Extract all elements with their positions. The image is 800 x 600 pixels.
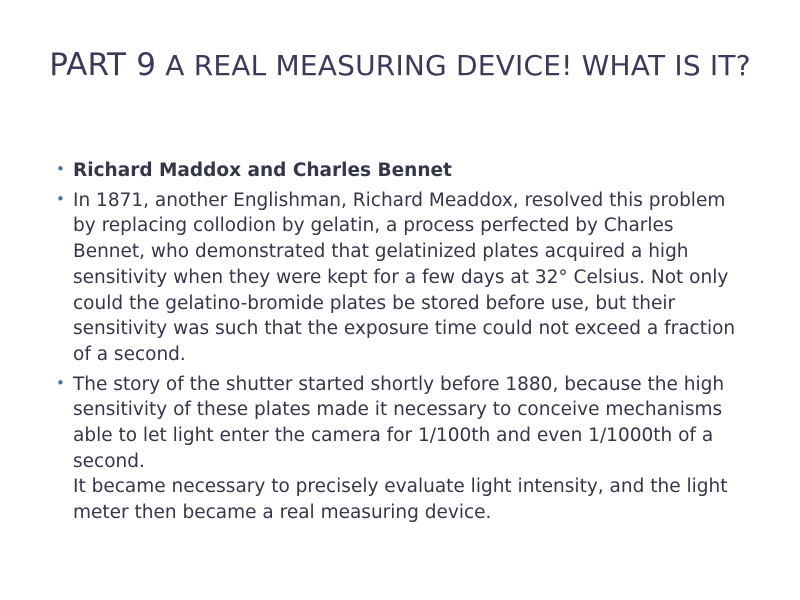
bullet-text: In 1871, another Englishman, Richard Meaddox, resolved this problem by replacing collodion by gelatin, a process perfected by Charles Bennet, who demonstrated that gelatinized plates acquired a high sensitivity when they were kept for a few days at 32° Celsius. Not only could the gelatino-bromide plates be stored before use, but their sensitivity was such that the exposure time could not exceed a fraction of a second. (73, 189, 736, 365)
bullet-text: Richard Maddox and Charles Bennet (73, 160, 452, 181)
bullet-text: The story of the shutter started shortly before 1880, because the high sensitivity of these plates made it necessary to conceive mechanisms able to let light enter the camera for 1/100th and even 1/1000th of a second. (73, 373, 725, 472)
bullet-item (56, 158, 746, 184)
slide-title (40, 44, 760, 87)
slide-content (56, 158, 746, 530)
title-prefix: PART 9 (49, 47, 157, 83)
title-rest: A REAL MEASURING DEVICE! WHAT IS IT? (156, 49, 751, 82)
bullet-dot-icon: • (56, 160, 65, 178)
bullet-item (56, 372, 746, 526)
bullet-continuation-text: It became necessary to precisely evaluate light intensity, and the light meter then became a real measuring device. (73, 476, 728, 524)
bullet-item (56, 188, 746, 368)
bullet-dot-icon: • (56, 373, 65, 392)
bullet-dot-icon: • (56, 189, 65, 208)
